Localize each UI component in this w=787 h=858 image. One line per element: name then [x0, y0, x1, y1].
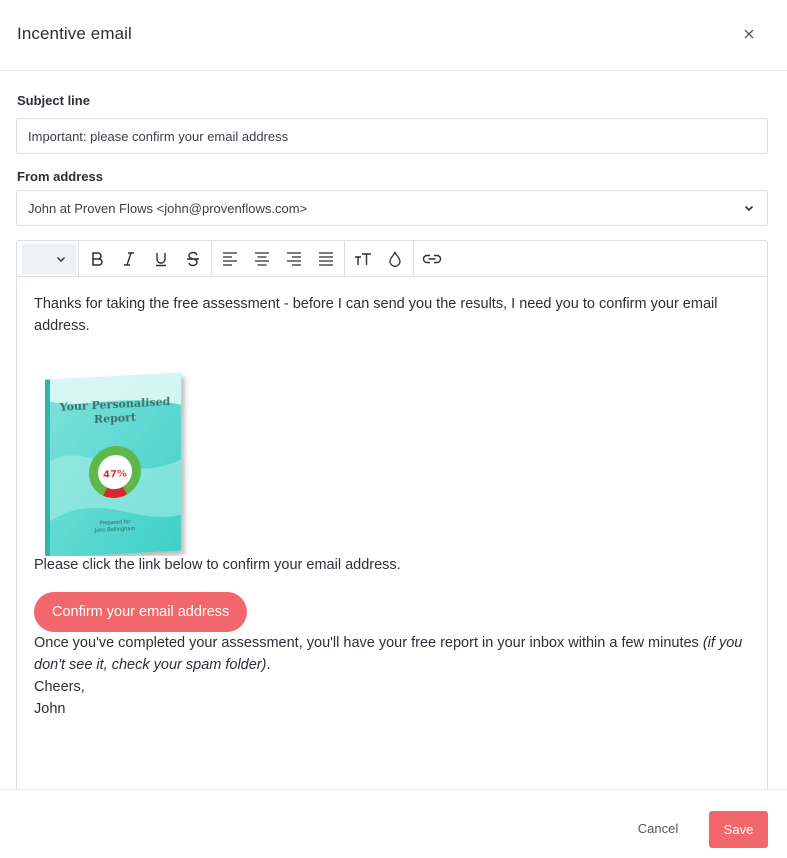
- from-address-value: John at Proven Flows <john@provenflows.com>: [28, 200, 308, 216]
- signature: John: [34, 701, 66, 717]
- instruction-paragraph: Please click the link below to confirm your email address.: [34, 557, 401, 573]
- alignment-group: [212, 241, 345, 277]
- from-label: From address: [17, 169, 103, 184]
- modal-footer: [0, 789, 787, 858]
- font-group: [20, 241, 79, 277]
- from-address-select[interactable]: [16, 190, 768, 226]
- intro-paragraph: Thanks for taking the free assessment - before I can send you the results, I need you to confirm your email address.: [34, 296, 718, 334]
- editor-content[interactable]: [17, 277, 767, 720]
- followup-period: .: [266, 657, 271, 673]
- modal-title: Incentive email: [17, 24, 132, 43]
- report-percent: 47%: [103, 468, 127, 481]
- font-family-select[interactable]: [22, 244, 76, 274]
- report-title-line2: Report: [93, 410, 137, 427]
- link-icon: [422, 252, 442, 266]
- bold-button[interactable]: [81, 244, 113, 274]
- spam-note: (if you don't see it, check your spam folder): [34, 635, 743, 673]
- align-center-icon: [254, 251, 270, 267]
- align-left-button[interactable]: [214, 244, 246, 274]
- align-justify-icon: [318, 251, 334, 267]
- bold-icon: [89, 251, 105, 267]
- editor-toolbar: [17, 241, 767, 277]
- insert-link-button[interactable]: [416, 244, 448, 274]
- subject-input[interactable]: [16, 118, 768, 154]
- followup-paragraph: [34, 632, 749, 676]
- subject-label: Subject line: [17, 93, 90, 108]
- align-left-icon: [222, 251, 238, 267]
- format-group: [345, 241, 414, 277]
- underline-button[interactable]: [145, 244, 177, 274]
- chevron-down-icon: [743, 202, 755, 214]
- rich-text-editor[interactable]: [16, 240, 768, 800]
- link-group: [414, 241, 450, 277]
- chevron-down-icon: [56, 254, 66, 264]
- strikethrough-icon: [185, 251, 201, 267]
- close-button[interactable]: [739, 24, 759, 44]
- save-button[interactable]: Save: [709, 811, 768, 848]
- color-drop-icon: [388, 251, 402, 267]
- strikethrough-button[interactable]: [177, 244, 209, 274]
- report-recipient-name: John Bellingham: [94, 525, 136, 535]
- report-title-line1: Your Personalised: [59, 395, 171, 414]
- italic-button[interactable]: [113, 244, 145, 274]
- modal-header: [0, 0, 787, 71]
- followup-text: Once you've completed your assessment, you'll have your free report in your inbox within a few minutes: [34, 635, 703, 651]
- cancel-button[interactable]: Cancel: [637, 821, 679, 836]
- align-right-icon: [286, 251, 302, 267]
- text-size-button[interactable]: [347, 244, 379, 274]
- text-style-group: [79, 241, 212, 277]
- text-size-icon: [354, 251, 372, 267]
- text-color-button[interactable]: [379, 244, 411, 274]
- underline-icon: [153, 251, 169, 267]
- close-icon: [744, 29, 754, 39]
- report-cover-image: [39, 364, 189, 554]
- align-center-button[interactable]: [246, 244, 278, 274]
- report-prepared-for: Prepared for: [99, 519, 131, 527]
- italic-icon: [121, 251, 137, 267]
- align-justify-button[interactable]: [310, 244, 342, 274]
- signoff: Cheers,: [34, 679, 85, 695]
- confirm-email-button[interactable]: Confirm your email address: [34, 592, 247, 632]
- align-right-button[interactable]: [278, 244, 310, 274]
